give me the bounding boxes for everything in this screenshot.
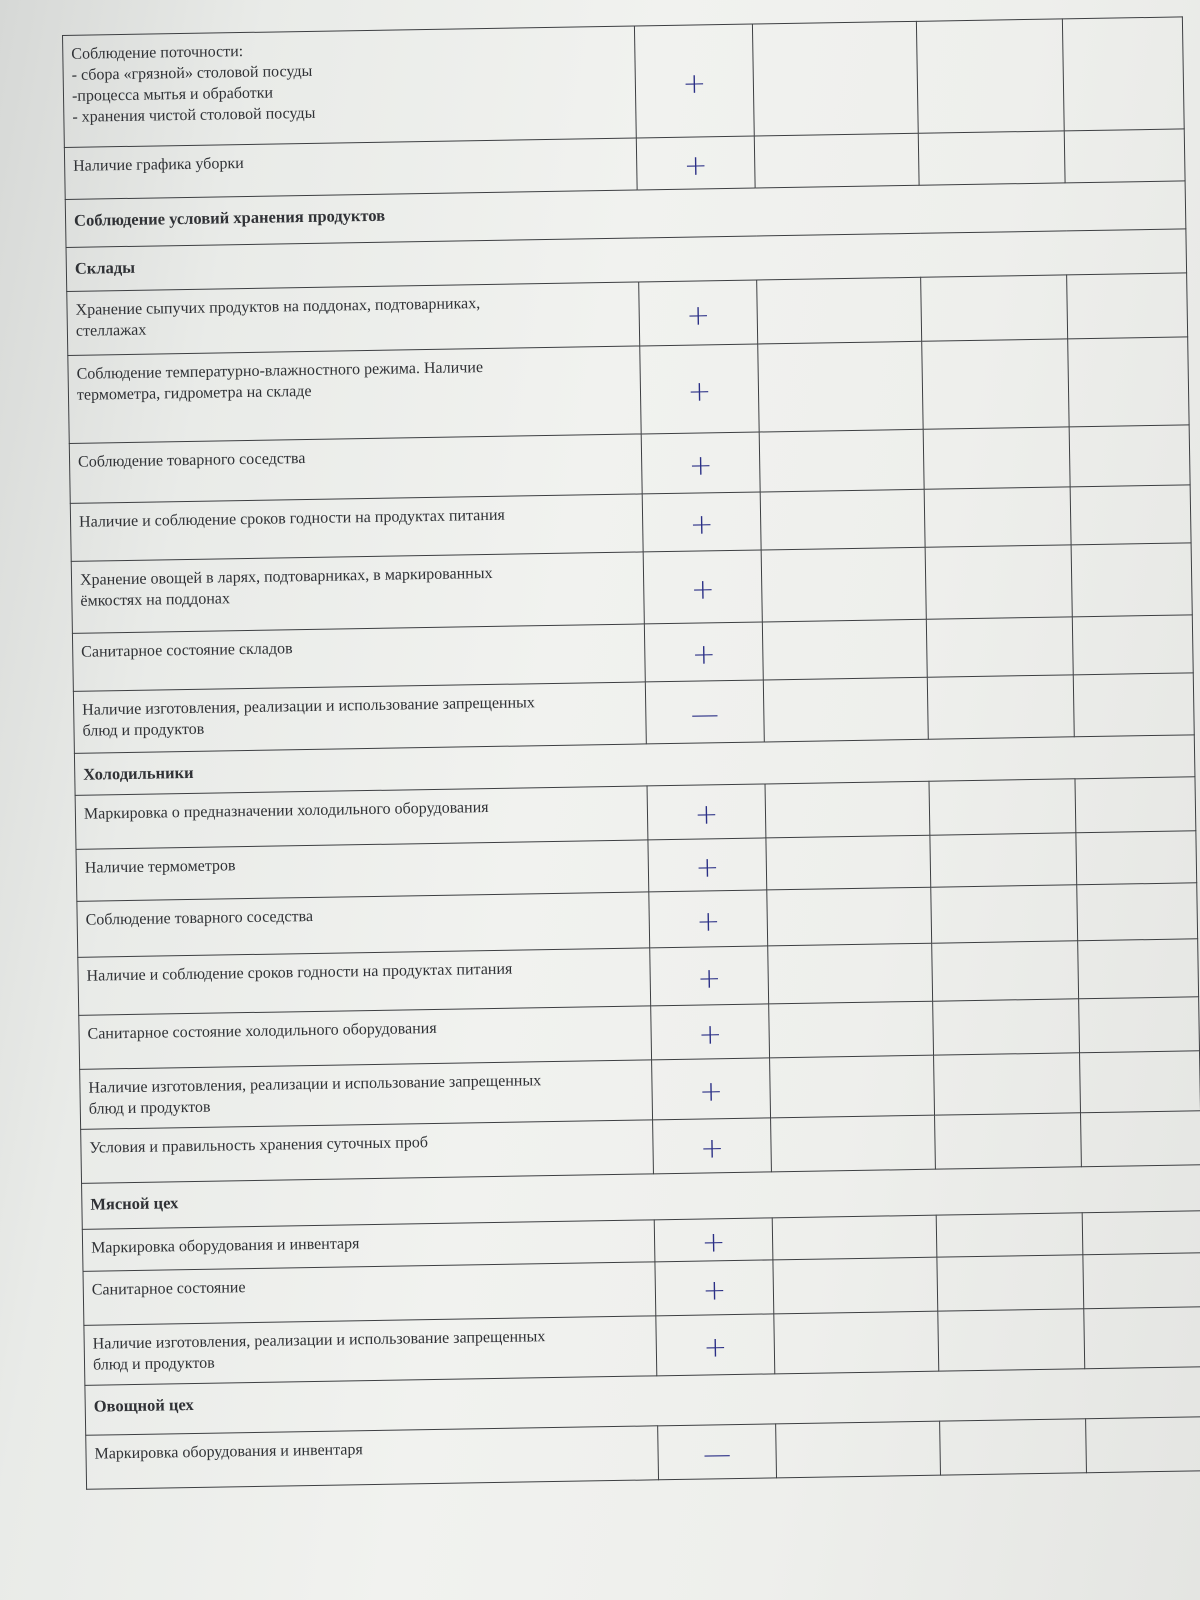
- empty-cell: [916, 19, 1064, 133]
- empty-cell: [918, 131, 1065, 185]
- handwritten-mark: +: [691, 636, 716, 671]
- handwritten-mark: +: [696, 903, 721, 938]
- criterion-text: Хранение сыпучих продуктов на поддонах, подтоварниках, стеллажах: [67, 282, 640, 355]
- inspection-mark: [634, 24, 754, 138]
- empty-cell: [937, 1255, 1084, 1311]
- empty-cell: [758, 341, 923, 432]
- inspection-mark: [647, 784, 766, 840]
- empty-cell: [925, 545, 1072, 619]
- empty-cell: [770, 1055, 935, 1118]
- criterion-text: Соблюдение поточности: - сбора «грязной» столовой посуды -процесса мытья и обработки - хранения чистой столовой посуды: [63, 26, 637, 147]
- empty-cell: [930, 833, 1077, 887]
- empty-cell: [763, 677, 928, 742]
- criterion-text: Маркировка о предназначении холодильного оборудования: [75, 786, 648, 849]
- empty-cell: [1064, 129, 1185, 183]
- handwritten-mark: +: [700, 1130, 725, 1165]
- empty-cell: [921, 275, 1068, 341]
- empty-cell: [1084, 1307, 1200, 1369]
- empty-cell: [1079, 997, 1200, 1053]
- checklist-sheet: [62, 16, 1200, 1524]
- empty-cell: [935, 1113, 1082, 1169]
- inspection-mark: [639, 280, 758, 346]
- handwritten-mark: +: [683, 148, 708, 182]
- handwritten-mark: +: [695, 849, 720, 884]
- inspection-mark: [643, 550, 762, 624]
- criterion-text: Наличие изготовления, реализации и использование запрещенных блюд и продуктов: [73, 682, 646, 753]
- handwritten-mark: +: [694, 796, 719, 831]
- empty-cell: [923, 427, 1070, 489]
- empty-cell: [934, 1053, 1081, 1115]
- empty-cell: [933, 999, 1080, 1055]
- handwritten-mark: +: [697, 960, 722, 995]
- empty-cell: [1076, 831, 1197, 885]
- empty-cell: [766, 835, 931, 890]
- empty-cell: [1069, 425, 1190, 487]
- inspection-mark: [652, 1058, 771, 1120]
- empty-cell: [938, 1309, 1085, 1371]
- criterion-text: Соблюдение товарного соседства: [69, 434, 642, 503]
- inspection-mark: [656, 1314, 775, 1376]
- empty-cell: [932, 941, 1079, 1001]
- inspection-mark: [642, 492, 761, 552]
- inspection-mark: [658, 1424, 777, 1480]
- section-heading: Холодильники: [74, 735, 1195, 796]
- criterion-text: Условия и правильность хранения суточных проб: [81, 1120, 654, 1183]
- empty-cell: [776, 1421, 941, 1478]
- empty-cell: [761, 547, 926, 622]
- inspection-mark: [644, 622, 763, 682]
- empty-cell: [929, 779, 1076, 835]
- empty-cell: [759, 429, 924, 492]
- empty-cell: [1086, 1417, 1200, 1473]
- inspection-mark: [636, 136, 755, 190]
- handwritten-mark: —: [690, 696, 720, 731]
- empty-cell: [926, 617, 1073, 677]
- handwritten-mark: +: [699, 1073, 724, 1108]
- empty-cell: [922, 339, 1069, 429]
- criterion-text: Соблюдение температурно-влажностного режима. Наличие термометра, гидрометра на складе: [68, 346, 641, 443]
- criterion-text: Соблюдение товарного соседства: [77, 892, 650, 957]
- criterion-text: Наличие графика уборки: [64, 138, 637, 199]
- empty-cell: [1068, 337, 1189, 427]
- criterion-text: Хранение овощей в ларях, подтоварниках, в маркированных ёмкостях на поддонах: [71, 552, 644, 633]
- empty-cell: [1077, 883, 1198, 941]
- empty-cell: [1062, 17, 1184, 131]
- criterion-text: Маркировка оборудования и инвентаря: [82, 1220, 655, 1271]
- empty-cell: [1080, 1051, 1200, 1113]
- inspection-mark: [648, 838, 767, 892]
- section-heading: Соблюдение условий хранения продуктов: [65, 181, 1186, 248]
- inspection-mark: [651, 1004, 770, 1060]
- empty-cell: [1078, 939, 1199, 999]
- section-heading: Склады: [66, 229, 1187, 292]
- inspection-mark: [650, 946, 769, 1006]
- criterion-text: Наличие изготовления, реализации и использование запрещенных блюд и продуктов: [84, 1316, 657, 1385]
- empty-cell: [752, 21, 918, 136]
- inspection-mark: [654, 1218, 773, 1262]
- criterion-text: Санитарное состояние холодильного оборудования: [79, 1006, 652, 1069]
- empty-cell: [1070, 485, 1191, 545]
- handwritten-mark: +: [688, 448, 713, 482]
- handwritten-mark: +: [689, 507, 714, 541]
- empty-cell: [754, 133, 919, 188]
- empty-cell: [1083, 1253, 1200, 1309]
- handwritten-mark: +: [703, 1329, 728, 1364]
- empty-cell: [1072, 615, 1193, 675]
- table-row: [63, 17, 1185, 148]
- inspection-mark: [641, 432, 760, 494]
- empty-cell: [927, 675, 1074, 739]
- empty-cell: [772, 1215, 937, 1260]
- empty-cell: [771, 1115, 936, 1172]
- empty-cell: [767, 887, 932, 946]
- handwritten-mark: —: [702, 1436, 732, 1471]
- empty-cell: [1082, 1211, 1200, 1255]
- empty-cell: [773, 1257, 938, 1314]
- inspection-mark: [640, 344, 759, 434]
- empty-cell: [1073, 673, 1194, 737]
- handwritten-mark: +: [686, 298, 711, 332]
- inspection-mark: [655, 1260, 774, 1316]
- section-heading: Овощной цех: [85, 1367, 1200, 1436]
- handwritten-mark: +: [687, 374, 712, 408]
- empty-cell: [760, 489, 925, 550]
- criterion-text: Наличие изготовления, реализации и использование запрещенных блюд и продуктов: [80, 1060, 653, 1129]
- criterion-text: Маркировка оборудования и инвентаря: [86, 1426, 659, 1489]
- empty-cell: [924, 487, 1071, 547]
- empty-cell: [1081, 1111, 1200, 1167]
- empty-cell: [774, 1311, 939, 1374]
- handwritten-mark: +: [690, 571, 715, 606]
- empty-cell: [757, 277, 922, 344]
- criterion-text: Наличие и соблюдение сроков годности на продуктах питания: [70, 494, 643, 561]
- inspection-mark: [645, 680, 764, 744]
- empty-cell: [936, 1213, 1083, 1257]
- empty-cell: [768, 943, 933, 1004]
- empty-cell: [940, 1419, 1087, 1475]
- empty-cell: [1071, 543, 1192, 617]
- empty-cell: [1067, 273, 1188, 339]
- criterion-text: Санитарное состояние: [83, 1262, 656, 1325]
- handwritten-mark: +: [702, 1272, 727, 1307]
- inspection-checklist-table: [62, 16, 1200, 1489]
- empty-cell: [931, 885, 1078, 943]
- handwritten-mark: +: [682, 66, 707, 100]
- criterion-text: Наличие термометров: [76, 840, 649, 901]
- handwritten-mark: +: [698, 1016, 723, 1051]
- empty-cell: [762, 619, 927, 680]
- empty-cell: [769, 1001, 934, 1058]
- empty-cell: [1075, 777, 1196, 833]
- criterion-text: Наличие и соблюдение сроков годности на продуктах питания: [78, 948, 651, 1015]
- criterion-text: Санитарное состояние складов: [72, 624, 645, 691]
- inspection-mark: [649, 890, 768, 948]
- handwritten-mark: +: [701, 1224, 726, 1259]
- section-heading: Мясной цех: [82, 1165, 1200, 1230]
- empty-cell: [765, 781, 930, 838]
- inspection-mark: [653, 1118, 772, 1174]
